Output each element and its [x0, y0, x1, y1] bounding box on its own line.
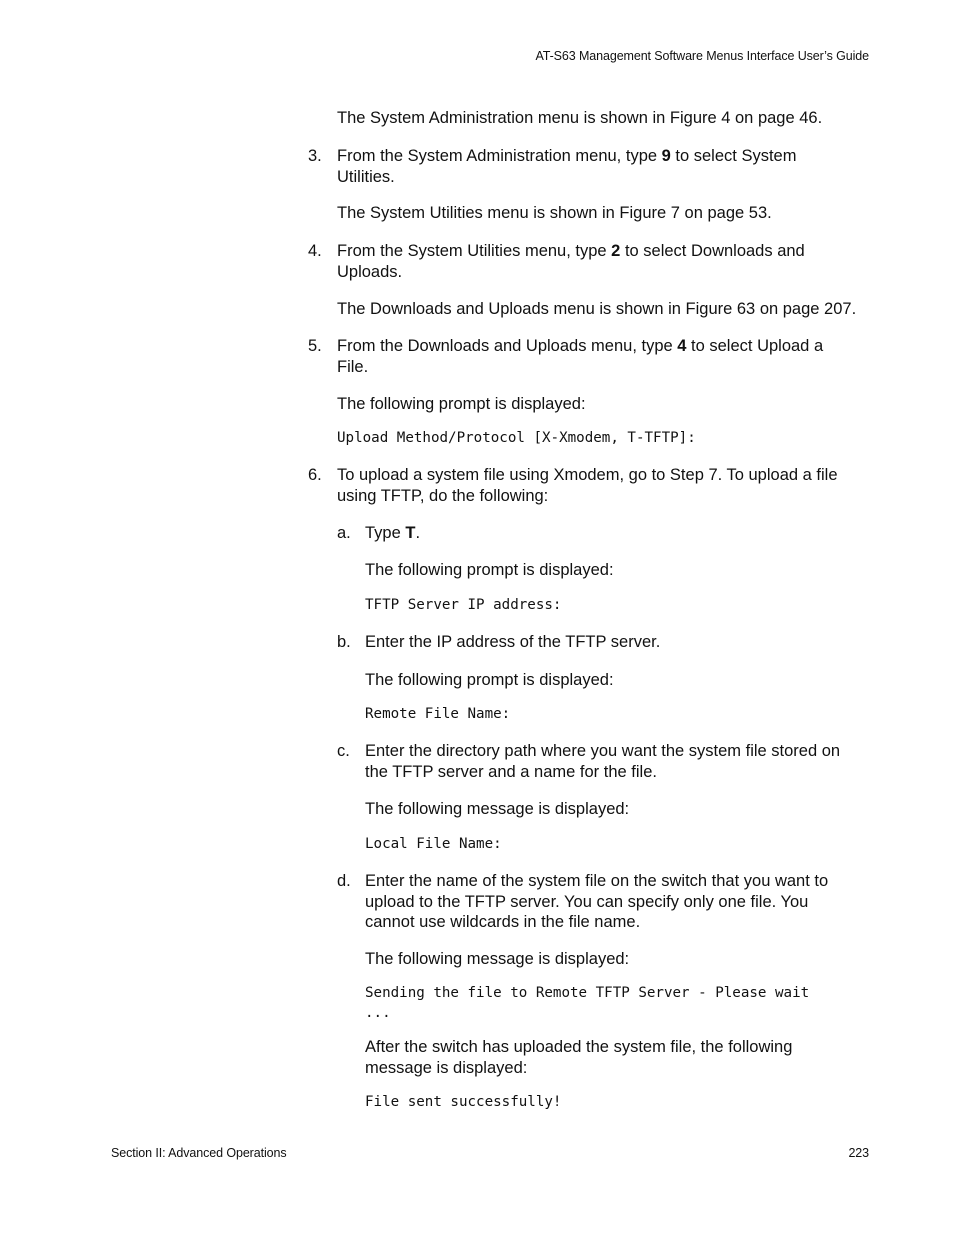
code-tftp-server-ip: TFTP Server IP address:: [365, 597, 562, 613]
step-4-text: From the System Utilities menu, type 2 to select Downloads and Uploads.: [337, 242, 805, 281]
step-3-key: 9: [661, 147, 671, 165]
code-remote-file-name: Remote File Name:: [365, 706, 511, 722]
page-number: 223: [848, 1146, 869, 1160]
paragraph-after-upload: After the switch has uploaded the system file, the following message is displayed:: [365, 1038, 793, 1077]
substep-a-text: Type T.: [365, 524, 421, 542]
substep-c-text: Enter the directory path where you want the system file stored on the TFTP server and a name for the file.: [365, 742, 841, 781]
code-sending-file: Sending the file to Remote TFTP Server - Please wait ...: [365, 985, 810, 1021]
substep-b-letter: b.: [337, 633, 351, 651]
running-header: AT-S63 Management Software Menus Interface User’s Guide: [535, 49, 869, 63]
step-3-text: From the System Administration menu, type 9 to select System Utilities.: [337, 147, 797, 186]
footer-section: Section II: Advanced Operations: [111, 1146, 287, 1160]
paragraph-message-d: The following message is displayed:: [365, 950, 630, 968]
code-upload-method-prompt: Upload Method/Protocol [X-Xmodem, T-TFTP]:: [337, 430, 696, 446]
code-local-file-name: Local File Name:: [365, 836, 502, 852]
paragraph-prompt-b: The following prompt is displayed:: [365, 671, 614, 689]
substep-d-text: Enter the name of the system file on the switch that you want to upload to the TFTP server. You can specify only one file. You cannot use wildcards in the file name.: [365, 872, 829, 931]
step-5-key: 4: [677, 337, 687, 355]
step-3-number: 3.: [308, 147, 322, 165]
code-file-sent: File sent successfully!: [365, 1094, 562, 1110]
paragraph-sysadmin-figure: The System Administration menu is shown in Figure 4 on page 46.: [337, 109, 823, 127]
step-4-number: 4.: [308, 242, 322, 260]
substep-a-key: T: [405, 524, 416, 542]
substep-b-text: Enter the IP address of the TFTP server.: [365, 633, 661, 651]
substep-d-letter: d.: [337, 872, 351, 890]
paragraph-prompt-a: The following prompt is displayed:: [365, 561, 614, 579]
step-5-number: 5.: [308, 337, 322, 355]
step-6-text: To upload a system file using Xmodem, go to Step 7. To upload a file using TFTP, do the following:: [337, 466, 838, 505]
paragraph-sysutil-figure: The System Utilities menu is shown in Figure 7 on page 53.: [337, 204, 772, 222]
step-4-key: 2: [611, 242, 621, 260]
substep-c-letter: c.: [337, 742, 350, 760]
substep-a-letter: a.: [337, 524, 351, 542]
step-6-number: 6.: [308, 466, 322, 484]
step-5-text: From the Downloads and Uploads menu, type 4 to select Upload a File.: [337, 337, 824, 376]
paragraph-message-c: The following message is displayed:: [365, 800, 630, 818]
paragraph-prompt-displayed: The following prompt is displayed:: [337, 395, 586, 413]
paragraph-dlul-figure: The Downloads and Uploads menu is shown in Figure 63 on page 207.: [337, 300, 857, 318]
